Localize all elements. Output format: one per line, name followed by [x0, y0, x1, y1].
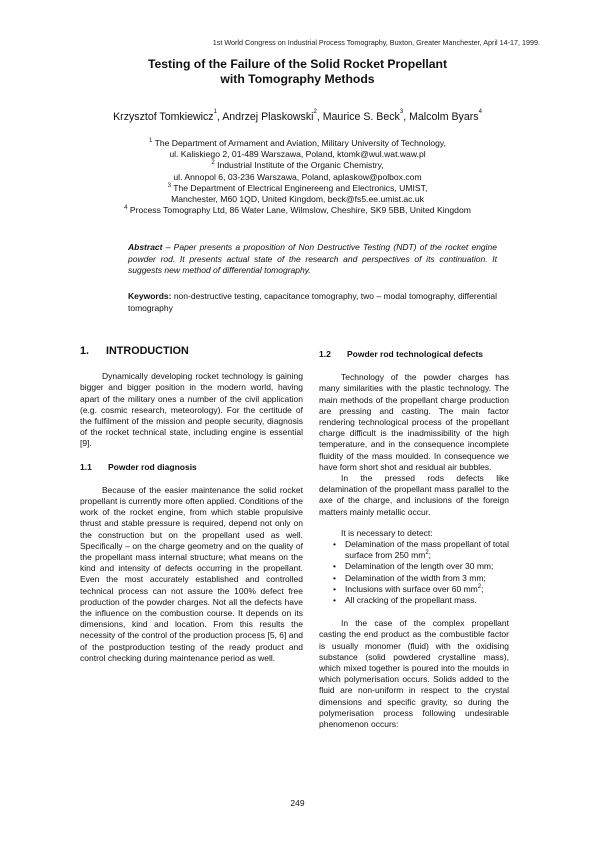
author: Malcolm Byars	[409, 111, 479, 123]
paragraph: Dynamically developing rocket technology is gaining bigger and bigger position in the modern world, having apart of the military ones a number of the civil application (e.g. cosmic research, meteorology). For the certitude of the fulfilment of the mission and people security, diagnosis of the rocket technical state, including engine is essential [9].	[80, 371, 303, 449]
paragraph: In the pressed rods defects like delamination of the propellant mass parallel to the axe of the charge, and inclusions of the foreign matters mainly metallic occur.	[319, 473, 509, 517]
abstract	[128, 242, 497, 277]
author-list: Krzysztof Tomkiewicz$^1$, Andrzej Plaskowski$^2$, Maurice S. Beck$^3$, Malcolm Byars$^4$	[113, 109, 482, 123]
title-line-1: Testing of the Failure of the Solid Rocket Propellant	[147, 57, 448, 71]
affil-sup: 2	[211, 160, 215, 167]
list-item	[319, 595, 509, 606]
affiliation-line	[0, 138, 595, 149]
affil-text: ul. Annopol 6, 03-236 Warszawa, Poland, aplaskow@polbox.com	[173, 171, 422, 182]
author-sup: 3	[399, 109, 404, 115]
page-number: 249	[290, 798, 305, 808]
author: Maurice S. Beck	[322, 111, 400, 123]
affil-text: Industrial Institute of the Organic Chemistry,	[217, 160, 384, 171]
keywords-text: non-destructive testing, capacitance tomography, two – modal tomography, differential tomography	[128, 291, 498, 313]
section-number: 1.	[80, 345, 90, 357]
subsection-title: Powder rod diagnosis	[108, 461, 197, 472]
list-item-tail: ;	[428, 550, 432, 561]
list-item	[319, 584, 509, 595]
paragraph: Technology of the powder charges has many similarities with the plastic technology. The main methods of the propellant charge production are pressing and casting. The main factor rendering technological process of the propellant charge difficult is the inadmissibility of the high temperature, and in the consequence incomplete fluidity of the mass moulded. In consequence we have form short shot and residual air bubbles.	[319, 372, 509, 472]
affiliation-line	[0, 183, 595, 194]
abstract-text: – Paper presents a proposition of Non Destructive Testing (NDT) of the rocket engine powder rod. It presents actual state of the research and perspectives of its continuation. It suggests new method of differential tomography.	[128, 242, 497, 276]
affil-text: The Department of Armament and Aviation, Military University of Technology,	[154, 138, 446, 148]
author-sup: 4	[478, 109, 482, 115]
list-item-text: Delamination of the mass propellant of total surface from 250 mm	[345, 539, 509, 561]
affiliation-line	[0, 205, 595, 216]
keywords-label: Keywords:	[128, 291, 172, 301]
subsection-heading-technological-defects	[319, 349, 509, 360]
paragraph: In the case of the complex propellant casting the end product as the combustible factor is usually monomer (fluid) with the oxidising substance (solid powdered crystalline mass), which mixed together is poured into the moulds in which polymerisation occurs. Solids added to the fluid are non-uniform in respect to the crystal dimensions and specific gravity, so during the polymerisation process following undesirable phenomenon occurs:	[319, 618, 509, 730]
author-sup: 1	[213, 109, 217, 115]
subsection-number: 1.1	[80, 461, 92, 472]
affil-sup: 3	[167, 182, 171, 189]
affil-sup: 4	[124, 205, 128, 212]
list-item-sup: 2	[477, 583, 482, 590]
affil-text: ul. Kaliskiego 2, 01-489 Warszawa, Poland, ktomk@wul.wat.waw.pl	[169, 149, 426, 160]
paragraph: It is necessary to detect:	[341, 527, 433, 538]
affiliation-line	[0, 194, 595, 205]
affiliations	[0, 138, 595, 216]
list-item	[319, 573, 509, 584]
subsection-heading-powder-rod-diagnosis	[80, 462, 303, 473]
affiliation-line	[0, 172, 595, 183]
author: Krzysztof Tomkiewicz	[113, 111, 214, 123]
left-column	[80, 346, 303, 664]
list-item-text: All cracking of the propellant mass.	[345, 595, 477, 606]
defect-list	[319, 539, 509, 606]
list-item-text: Delamination of the length over 30 mm;	[345, 561, 494, 572]
running-header: 1st World Congress on Industrial Process Tomography, Buxton, Greater Manchester, April 14-17, 1999.	[212, 38, 540, 47]
list-item	[319, 539, 509, 561]
author: Andrzej Plaskowski	[222, 111, 314, 123]
title-line-2: with Tomography Methods	[220, 72, 375, 86]
list-item-sup: 2	[425, 550, 429, 557]
affiliation-line	[0, 149, 595, 160]
author-sup: 2	[313, 109, 317, 115]
section-heading-introduction	[80, 346, 303, 357]
section-title: INTRODUCTION	[106, 345, 189, 357]
keywords	[128, 291, 497, 314]
list-item	[319, 561, 509, 572]
paragraph: Because of the easier maintenance the solid rocket propellant is currently more often applied. Conditions of the work of the rocket engine, from which stable propulsive thrust and stable pressure is required, depend not only on the construction but on the propellant used as well. Specifically – on the charge geometry and on the quality of the propellant mass internal structure; what means on the kind and intensity of defects occurring in the propellant. Even the most accurately established and controlled technical process can not assure the 100% defect free production of the powder charges. Not all the defects have the influence on the combustion course. It depends on its dimensions, kind and location. From this results the necessity of the control of the production process [5, 6] and of the postproduction testing of the ready product and control checking during maintenance period as well.	[80, 484, 303, 663]
affil-text: Manchester, M60 1QD, United Kingdom, beck@fs5.ee.umist.ac.uk	[171, 194, 424, 205]
affil-text: Process Tomography Ltd, 86 Water Lane, Wilmslow, Cheshire, SK9 5BB, United Kingdom	[129, 205, 471, 216]
subsection-title: Powder rod technological defects	[347, 349, 484, 359]
affil-sup: 1	[149, 138, 153, 144]
list-item-tail: ;	[481, 583, 484, 594]
affiliation-line	[0, 160, 595, 171]
list-item-text: Inclusions with surface over 60 mm	[345, 583, 478, 594]
subsection-number: 1.2	[319, 349, 331, 359]
right-column	[319, 349, 509, 730]
affil-text: The Department of Electrical Enginereeng and Electronics, UMIST,	[173, 182, 428, 193]
list-item-text: Delamination of the width from 3 mm;	[345, 572, 486, 583]
abstract-label: Abstract	[128, 242, 163, 252]
paper-title	[0, 57, 595, 87]
